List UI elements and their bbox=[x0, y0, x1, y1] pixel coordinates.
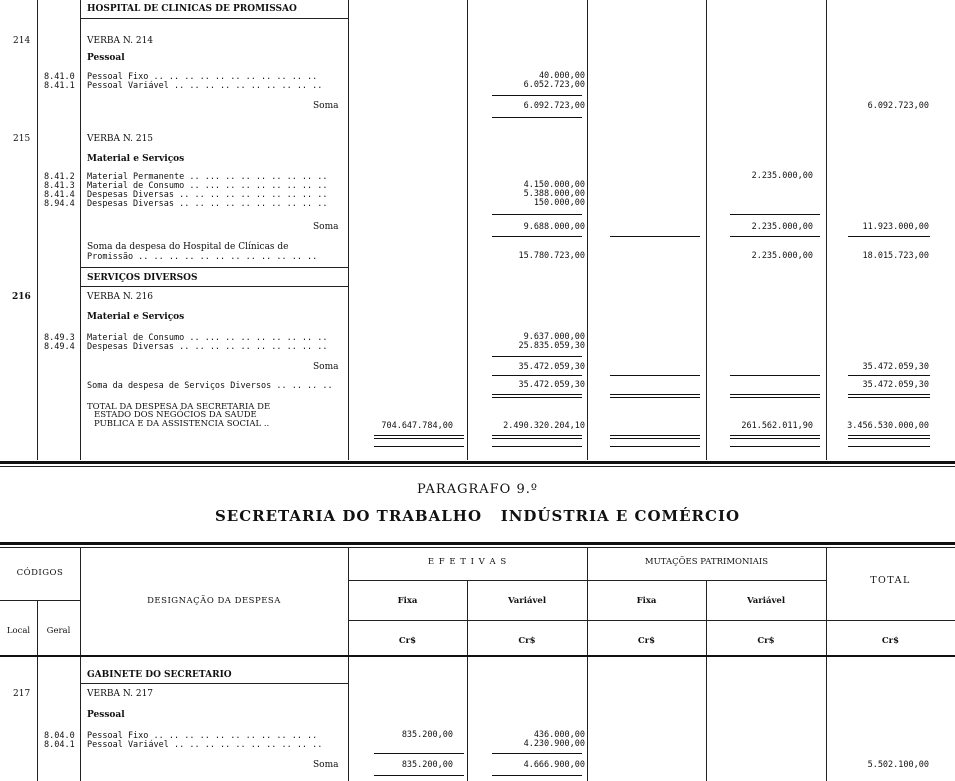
total-total: 3.456.530.000,00 bbox=[847, 421, 929, 431]
table-bottom-rule bbox=[0, 461, 955, 464]
hospital-title: HOSPITAL DE CLINICAS DE PROMISSAO bbox=[87, 4, 297, 14]
double-rule bbox=[610, 435, 700, 439]
item-value: 25.835.059,30 bbox=[518, 341, 585, 351]
item-value: 9.637.000,00 bbox=[523, 332, 585, 342]
sum-rule bbox=[610, 446, 700, 447]
sum-rule bbox=[610, 375, 700, 376]
total-fixa: 704.647.784,00 bbox=[381, 421, 453, 431]
item-value: 436.000,00 bbox=[533, 730, 585, 740]
header-top-rule bbox=[0, 542, 955, 545]
soma-total: 35.472.059,30 bbox=[862, 362, 929, 372]
col-divider-geral bbox=[80, 0, 81, 460]
row-divider bbox=[80, 683, 348, 684]
total-mut: 261.562.011,90 bbox=[741, 421, 813, 431]
item-code: 8.41.3 bbox=[44, 181, 75, 191]
double-rule bbox=[374, 435, 464, 439]
hospital-soma-line2: Promissão .. .. .. .. .. .. .. .. .. .. .. .. bbox=[87, 252, 318, 262]
item-desc: Pessoal Fixo .. .. .. .. .. .. .. .. .. .. .. bbox=[87, 72, 318, 82]
header-total: TOTAL bbox=[870, 575, 911, 586]
soma-value: 4.666.900,00 bbox=[523, 760, 585, 770]
item-value: 2.235.000,00 bbox=[751, 171, 813, 181]
header-local: Local bbox=[6, 626, 31, 636]
header-mut-variavel: Variável bbox=[746, 596, 786, 606]
soma-label: Soma bbox=[313, 362, 339, 372]
total-secretaria-line3: PUBLICA E DA ASSISTENCIA SOCIAL .. bbox=[94, 419, 270, 429]
soma-total: 11.923.000,00 bbox=[862, 222, 929, 232]
sum-rule bbox=[610, 236, 700, 237]
hospital-soma-line1: Soma da despesa do Hospital de Clínicas de bbox=[87, 242, 289, 252]
header-divider bbox=[348, 580, 826, 581]
col-divider-mut-fixa bbox=[706, 0, 707, 460]
item-desc: Pessoal Variável .. .. .. .. .. .. .. .. .. .. bbox=[87, 81, 323, 91]
verba-label-215: VERBA N. 215 bbox=[87, 134, 154, 144]
soma-total: 5.502.100,00 bbox=[867, 760, 929, 770]
sum-rule bbox=[848, 375, 930, 376]
item-code: 8.41.4 bbox=[44, 190, 75, 200]
item-code: 8.49.4 bbox=[44, 342, 75, 352]
item-desc: Material de Consumo .. ... .. .. .. .. .. .. .. bbox=[87, 181, 328, 191]
sum-rule bbox=[492, 117, 582, 118]
header-currency: Cr$ bbox=[518, 636, 536, 646]
item-code: 8.41.2 bbox=[44, 172, 75, 182]
double-rule bbox=[492, 394, 582, 398]
item-value: 40.000,00 bbox=[538, 71, 585, 81]
header-mutacoes: MUTAÇÕES PATRIMONIAIS bbox=[644, 557, 769, 567]
section-label: Material e Serviços bbox=[87, 312, 185, 322]
verba-code-215: 215 bbox=[13, 134, 31, 144]
double-rule bbox=[848, 435, 930, 439]
header-bottom-rule bbox=[0, 655, 955, 657]
verba-code-214: 214 bbox=[13, 36, 31, 46]
servicos-soma-variavel: 35.472.059,30 bbox=[518, 380, 585, 390]
hospital-soma-variavel: 15.780.723,00 bbox=[518, 251, 585, 261]
total-secretaria-line1: TOTAL DA DESPESA DA SECRETARIA DE bbox=[87, 402, 271, 412]
sum-rule bbox=[730, 236, 820, 237]
total-variavel: 2.490.320.204,10 bbox=[503, 421, 585, 431]
servicos-soma-total: 35.472.059,30 bbox=[862, 380, 929, 390]
double-rule bbox=[730, 435, 820, 439]
section-label: Pessoal bbox=[87, 710, 125, 720]
col-divider-geral bbox=[80, 547, 81, 781]
item-desc: Despesas Diversas .. .. .. .. .. .. .. .. .. .. bbox=[87, 342, 328, 352]
header-divider bbox=[0, 600, 80, 601]
col-divider-local bbox=[37, 0, 38, 460]
sum-rule bbox=[492, 753, 582, 754]
verba-label-216: VERBA N. 216 bbox=[87, 292, 154, 302]
sum-rule bbox=[492, 446, 582, 447]
soma-label: Soma bbox=[313, 101, 339, 111]
item-value: 4.230.900,00 bbox=[523, 739, 585, 749]
soma-fixa: 835.200,00 bbox=[401, 760, 453, 770]
sum-rule bbox=[492, 775, 582, 776]
header-codigos: CÓDIGOS bbox=[16, 568, 64, 578]
hospital-soma-total: 18.015.723,00 bbox=[862, 251, 929, 261]
sum-rule bbox=[730, 446, 820, 447]
verba-code-216: 216 bbox=[12, 292, 31, 302]
sum-rule bbox=[492, 95, 582, 96]
item-value: 6.052.723,00 bbox=[523, 80, 585, 90]
verba-code-217: 217 bbox=[13, 689, 31, 699]
soma-label: Soma bbox=[313, 222, 339, 232]
header-designacao: DESIGNAÇÃO DA DESPESA bbox=[147, 596, 281, 606]
sum-rule bbox=[492, 214, 582, 215]
item-code: 8.04.0 bbox=[44, 731, 75, 741]
sum-rule bbox=[492, 236, 582, 237]
item-desc: Pessoal Variável .. .. .. .. .. .. .. .. .. .. bbox=[87, 740, 323, 750]
double-rule bbox=[492, 435, 582, 439]
col-divider-variavel bbox=[587, 0, 588, 460]
sum-rule bbox=[374, 775, 464, 776]
item-code: 8.41.1 bbox=[44, 81, 75, 91]
sum-rule bbox=[374, 446, 464, 447]
header-currency: Cr$ bbox=[637, 636, 656, 646]
item-desc: Pessoal Fixo .. .. .. .. .. .. .. .. .. .. .. bbox=[87, 731, 318, 741]
item-code: 8.94.4 bbox=[44, 199, 75, 209]
sum-rule bbox=[374, 753, 464, 754]
sum-rule bbox=[730, 375, 820, 376]
sum-rule bbox=[730, 214, 820, 215]
soma-value: 9.688.000,00 bbox=[523, 222, 585, 232]
soma-value: 35.472.059,30 bbox=[518, 362, 585, 372]
section-label: Material e Serviços bbox=[87, 154, 185, 164]
verba-label-214: VERBA N. 214 bbox=[87, 36, 154, 46]
row-divider bbox=[80, 286, 348, 287]
gabinete-title: GABINETE DO SECRETARIO bbox=[87, 670, 232, 680]
header-geral: Geral bbox=[46, 626, 71, 636]
header-top-rule bbox=[0, 547, 955, 548]
item-value: 5.388.000,00 bbox=[523, 189, 585, 199]
table-bottom-rule bbox=[0, 466, 955, 467]
secretaria-title: SECRETARIA DO TRABALHO INDÚSTRIA E COMÉRCIO bbox=[214, 507, 741, 525]
col-divider-fixa bbox=[467, 0, 468, 460]
sum-rule bbox=[848, 236, 930, 237]
soma-total: 6.092.723,00 bbox=[867, 101, 929, 111]
row-divider bbox=[80, 18, 348, 19]
item-desc: Material Permanente .. ... .. .. .. .. .. .. .. bbox=[87, 172, 328, 182]
item-desc: Despesas Diversas .. .. .. .. .. .. .. .. .. .. bbox=[87, 199, 328, 209]
sum-rule bbox=[492, 375, 582, 376]
col-divider-mut-variavel bbox=[826, 0, 827, 460]
total-secretaria-line2: ESTADO DOS NEGÓCIOS DA SAUDE bbox=[94, 410, 257, 420]
verba-label-217: VERBA N. 217 bbox=[87, 689, 154, 699]
item-desc: Despesas Diversas .. .. .. .. .. .. .. .. .. .. bbox=[87, 190, 328, 200]
soma-value: 6.092.723,00 bbox=[523, 101, 585, 111]
col-divider-fixa bbox=[467, 580, 468, 781]
item-code: 8.04.1 bbox=[44, 740, 75, 750]
header-fixa: Fixa bbox=[397, 596, 418, 606]
col-divider-designacao bbox=[348, 0, 349, 460]
item-code: 8.41.0 bbox=[44, 72, 75, 82]
double-rule bbox=[610, 394, 700, 398]
header-divider bbox=[348, 620, 955, 621]
sum-rule bbox=[492, 356, 582, 357]
item-desc: Material de Consumo .. ... .. .. .. .. .. .. .. bbox=[87, 333, 328, 343]
servicos-soma-label: Soma da despesa de Serviços Diversos .. .. .. .. bbox=[87, 381, 333, 391]
col-divider-designacao bbox=[348, 547, 349, 781]
item-fixa: 835.200,00 bbox=[401, 730, 453, 740]
servicos-title: SERVIÇOS DIVERSOS bbox=[87, 273, 198, 283]
paragrafo-title: PARAGRAFO 9.º bbox=[416, 482, 538, 497]
item-value: 4.150.000,00 bbox=[523, 180, 585, 190]
row-divider bbox=[80, 267, 348, 268]
hospital-soma-mut: 2.235.000,00 bbox=[751, 251, 813, 261]
item-value: 150.000,00 bbox=[533, 198, 585, 208]
col-divider-mut-fixa bbox=[706, 580, 707, 781]
header-currency: Cr$ bbox=[757, 636, 775, 646]
header-efetivas: E F E T I V A S bbox=[427, 557, 508, 567]
header-currency: Cr$ bbox=[398, 636, 417, 646]
soma-label: Soma bbox=[313, 760, 339, 770]
header-mut-fixa: Fixa bbox=[636, 596, 657, 606]
double-rule bbox=[730, 394, 820, 398]
double-rule bbox=[848, 394, 930, 398]
item-code: 8.49.3 bbox=[44, 333, 75, 343]
soma-mut: 2.235.000,00 bbox=[751, 222, 813, 232]
section-label: Pessoal bbox=[87, 53, 125, 63]
sum-rule bbox=[848, 446, 930, 447]
header-currency: Cr$ bbox=[881, 636, 900, 646]
header-variavel: Variável bbox=[507, 596, 547, 606]
col-divider-variavel bbox=[587, 547, 588, 781]
